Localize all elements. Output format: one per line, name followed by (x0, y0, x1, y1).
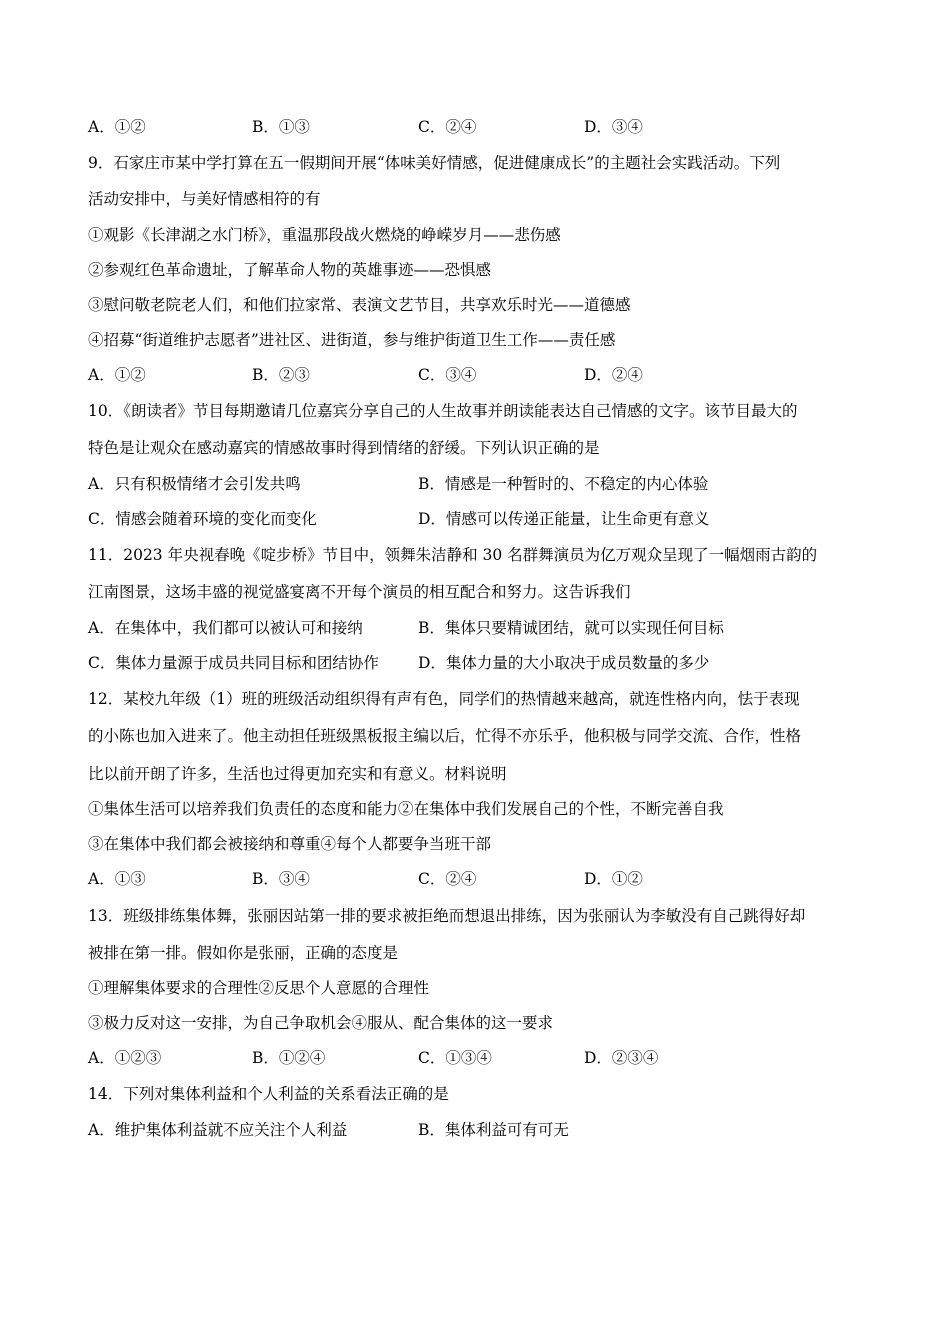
q10-option-d: D．情感可以传递正能量，让生命更有意义 (418, 510, 710, 528)
q10-option-a: A．只有积极情绪才会引发共鸣 (88, 475, 301, 493)
q12-statement: ①集体生活可以培养我们负责任的态度和能力②在集体中我们发展自己的个性，不断完善自我 (88, 800, 724, 818)
q11-option-a: A．在集体中，我们都可以被认可和接纳 (88, 619, 363, 637)
q12-option-c: C．②④ (418, 870, 477, 888)
q10-stem-line: 特色是让观众在感动嘉宾的情感故事时得到情绪的舒缓。下列认识正确的是 (88, 439, 600, 457)
q9-option-c: C．③④ (418, 366, 477, 384)
q9-option-a: A．①② (88, 366, 146, 384)
q13-option-a: A．①②③ (88, 1049, 162, 1067)
q9-statement: ①观影《长津湖之水门桥》，重温那段战火燃烧的峥嵘岁月——悲伤感 (88, 226, 561, 244)
q14-stem-line: 14．下列对集体利益和个人利益的关系看法正确的是 (88, 1085, 449, 1103)
q9-option-b: B．②③ (252, 366, 310, 384)
q13-option-c: C．①③④ (418, 1049, 492, 1067)
q13-option-d: D．②③④ (584, 1049, 659, 1067)
q8-option-a: A．①② (88, 118, 146, 136)
q13-statement: ①理解集体要求的合理性②反思个人意愿的合理性 (88, 979, 430, 997)
q13-statement: ③极力反对这一安排，为自己争取机会④服从、配合集体的这一要求 (88, 1014, 554, 1032)
q13-stem-line: 被排在第一排。假如你是张丽，正确的态度是 (88, 944, 399, 962)
q10-option-b: B．情感是一种暂时的、不稳定的内心体验 (418, 475, 709, 493)
q9-stem-line: 9．石家庄市某中学打算在五一假期间开展“体味美好情感，促进健康成长”的主题社会实践活动。下列 (88, 154, 781, 172)
q8-option-b: B．①③ (252, 118, 310, 136)
q11-stem-line: 11．2023 年央视春晚《啶步桥》节目中，领舞朱洁静和 30 名群舞演员为亿万观众呈现了一幅烟雨古韵的 (88, 546, 818, 564)
q12-stem-line: 比以前开朗了许多，生活也过得更加充实和有意义。材料说明 (88, 765, 507, 783)
q8-option-c: C．②④ (418, 118, 477, 136)
q11-option-c: C．集体力量源于成员共同目标和团结协作 (88, 654, 379, 672)
q12-stem-line: 12．某校九年级（1）班的班级活动组织得有声有色，同学们的热情越来越高，就连性格内向，怯于表现 (88, 690, 800, 708)
q12-option-b: B．③④ (252, 870, 310, 888)
q8-option-d: D．③④ (584, 118, 643, 136)
q10-option-c: C．情感会随着环境的变化而变化 (88, 510, 317, 528)
q9-stem-line: 活动安排中，与美好情感相符的有 (88, 190, 321, 208)
q12-option-d: D．①② (584, 870, 643, 888)
q9-statement: ③慰问敬老院老人们，和他们拉家常、表演文艺节目，共享欢乐时光——道德感 (88, 296, 631, 314)
q12-statement: ③在集体中我们都会被接纳和尊重④每个人都要争当班干部 (88, 835, 492, 853)
q9-statement: ②参观红色革命遗址，了解革命人物的英雄事迹——恐惧感 (88, 261, 492, 279)
q12-stem-line: 的小陈也加入进来了。他主动担任班级黑板报主编以后，忙得不亦乐乎，他积极与同学交流、合作，性格 (88, 727, 802, 745)
q14-option-a: A．维护集体利益就不应关注个人利益 (88, 1121, 348, 1139)
q11-stem-line: 江南图景，这场丰盛的视觉盛宴离不开每个演员的相互配合和努力。这告诉我们 (88, 583, 631, 601)
q11-option-d: D．集体力量的大小取决于成员数量的多少 (418, 654, 710, 672)
q10-stem-line: 10．《朗读者》节目每期邀请几位嘉宾分享自己的人生故事并朗读能表达自己情感的文字。该节目最大的 (88, 402, 798, 420)
q9-statement: ④招募“街道维护志愿者”进社区、进街道，参与维护街道卫生工作——责任感 (88, 331, 616, 349)
q13-option-b: B．①②④ (252, 1049, 326, 1067)
q11-option-b: B．集体只要精诚团结，就可以实现任何目标 (418, 619, 724, 637)
q13-stem-line: 13．班级排练集体舞，张丽因站第一排的要求被拒绝而想退出排练，因为张丽认为李敏没有自己跳得好却 (88, 907, 806, 925)
q12-option-a: A．①③ (88, 870, 146, 888)
q14-option-b: B．集体利益可有可无 (418, 1121, 569, 1139)
q9-option-d: D．②④ (584, 366, 643, 384)
